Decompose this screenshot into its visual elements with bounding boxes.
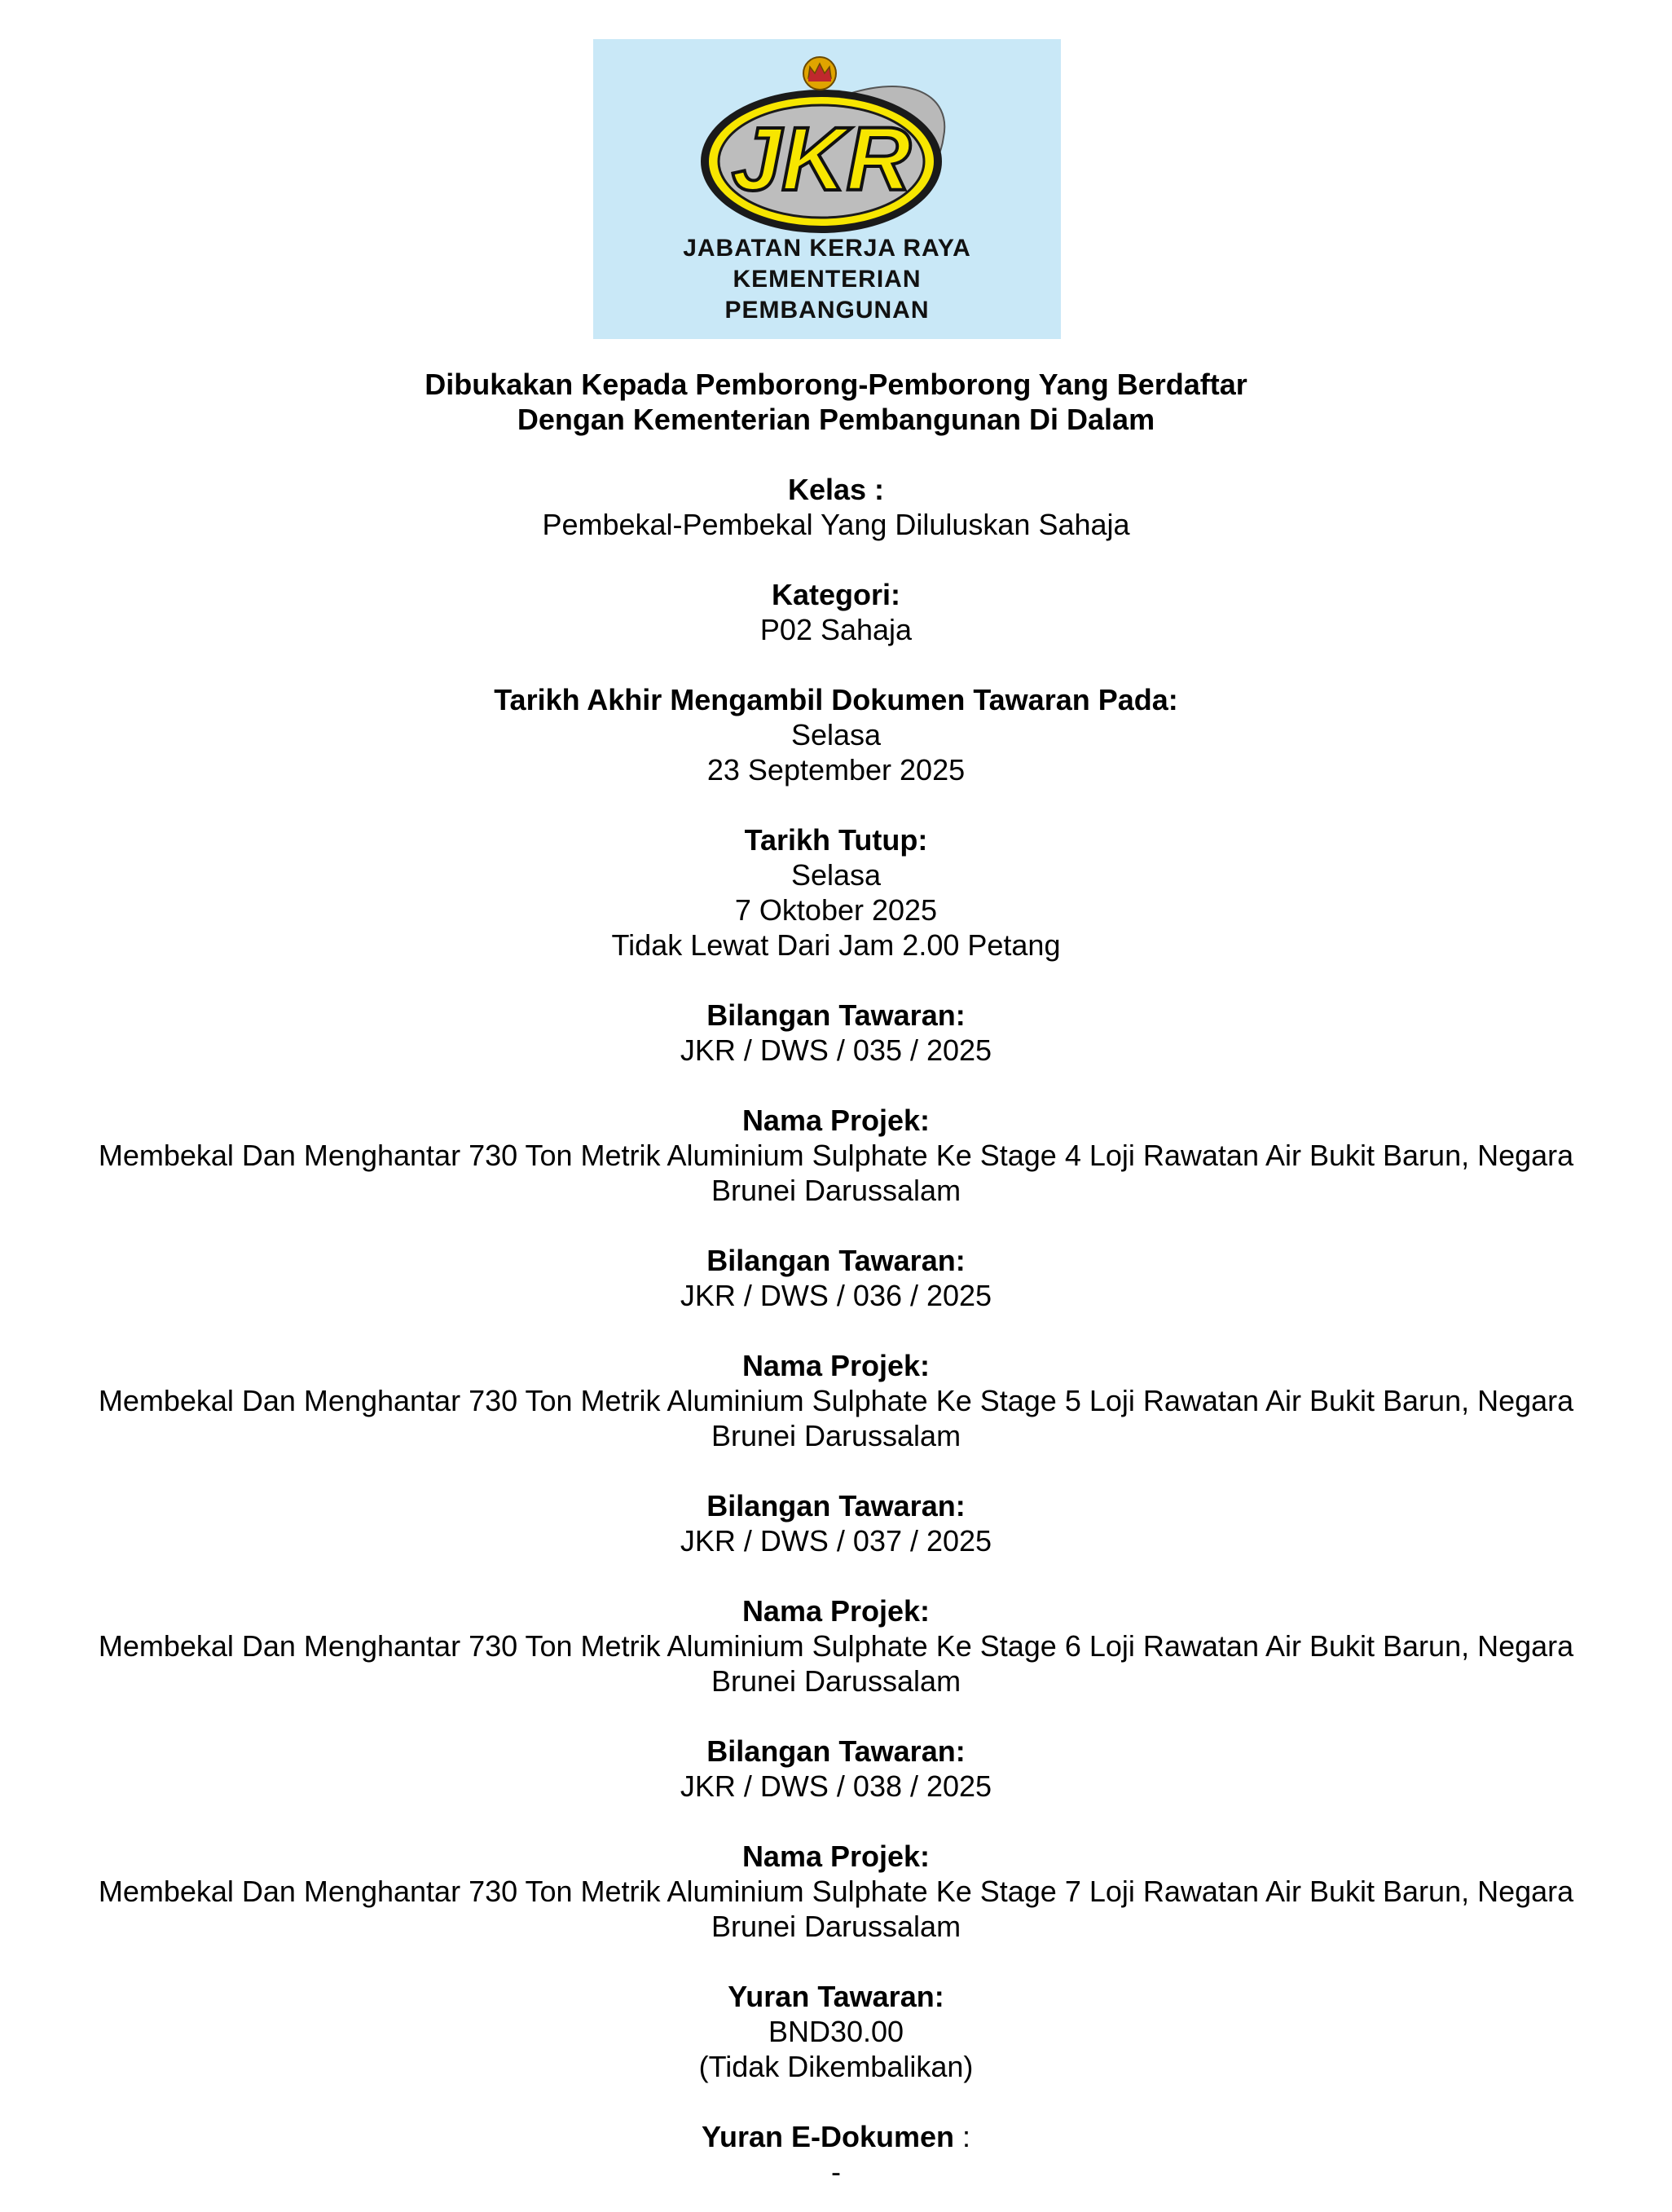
yuran-tawaran-amount: BND30.00 [768,2015,904,2048]
tarikh-tutup-label: Tarikh Tutup: [744,823,928,857]
emblem-letters: JKR [731,109,912,209]
bilangan-tawaran-label: Bilangan Tawaran: [706,1489,966,1522]
logo-line-2: KEMENTERIAN [733,266,922,293]
tarikh-tutup-date: 7 Oktober 2025 [734,893,938,927]
tarikh-akhir-label: Tarikh Akhir Mengambil Dokumen Tawaran Pada: [494,683,1178,716]
tarikh-akhir-day: Selasa [790,718,882,751]
jkr-logo [593,39,1061,339]
header-line-1: Dibukakan Kepada Pemborong-Pemborong Yang Berdaftar [425,368,1247,401]
bilangan-tawaran-value: JKR / DWS / 038 / 2025 [680,1769,992,1803]
kelas-label: Kelas : [787,473,885,506]
yuran-edokumen-heading [33,2119,1639,2154]
tarikh-tutup-time: Tidak Lewat Dari Jam 2.00 Petang [611,928,1061,962]
kategori-label: Kategori: [771,578,900,611]
kelas-value: Pembekal-Pembekal Yang Diluluskan Sahaja [542,508,1130,541]
kategori-value: P02 Sahaja [759,613,913,646]
tarikh-tutup-day: Selasa [790,858,882,892]
yuran-edokumen-label: Yuran E-Dokumen [701,2120,955,2153]
yuran-edokumen-value: - [831,2155,841,2188]
yuran-tawaran-note: (Tidak Dikembalikan) [698,2050,974,2083]
nama-projek-label: Nama Projek: [741,1349,931,1382]
nama-projek-label: Nama Projek: [741,1594,931,1628]
yuran-edokumen-colon: : [954,2120,971,2153]
yuran-tawaran-label: Yuran Tawaran: [728,1980,944,2013]
nama-projek-label: Nama Projek: [741,1840,931,1873]
bilangan-tawaran-label: Bilangan Tawaran: [706,1734,966,1768]
nama-projek-label: Nama Projek: [741,1104,931,1137]
bilangan-tawaran-label: Bilangan Tawaran: [706,998,966,1032]
bilangan-tawaran-value: JKR / DWS / 035 / 2025 [680,1033,992,1067]
tarikh-akhir-date: 23 September 2025 [706,753,966,787]
header-line-2: Dengan Kementerian Pembangunan Di Dalam [517,403,1155,436]
nama-projek-value: Membekal Dan Menghantar 730 Ton Metrik Aluminium Sulphate Ke Stage 7 Loji Rawatan Air Bukit Barun, Negara Brunei Darussalam [98,1875,1574,1943]
crown-icon [803,57,836,90]
jkr-emblem-icon [593,39,1061,251]
bilangan-tawaran-value: JKR / DWS / 037 / 2025 [680,1524,992,1558]
tender-notice [33,367,1639,2189]
nama-projek-value: Membekal Dan Menghantar 730 Ton Metrik Aluminium Sulphate Ke Stage 5 Loji Rawatan Air Bukit Barun, Negara Brunei Darussalam [98,1384,1574,1452]
bilangan-tawaran-label: Bilangan Tawaran: [706,1244,966,1277]
bilangan-tawaran-value: JKR / DWS / 036 / 2025 [680,1279,992,1312]
logo-line-1: JABATAN KERJA RAYA [683,235,971,262]
logo-line-3: PEMBANGUNAN [724,297,930,324]
nama-projek-value: Membekal Dan Menghantar 730 Ton Metrik Aluminium Sulphate Ke Stage 4 Loji Rawatan Air Bukit Barun, Negara Brunei Darussalam [98,1139,1574,1207]
nama-projek-value: Membekal Dan Menghantar 730 Ton Metrik Aluminium Sulphate Ke Stage 6 Loji Rawatan Air Bukit Barun, Negara Brunei Darussalam [98,1629,1574,1698]
